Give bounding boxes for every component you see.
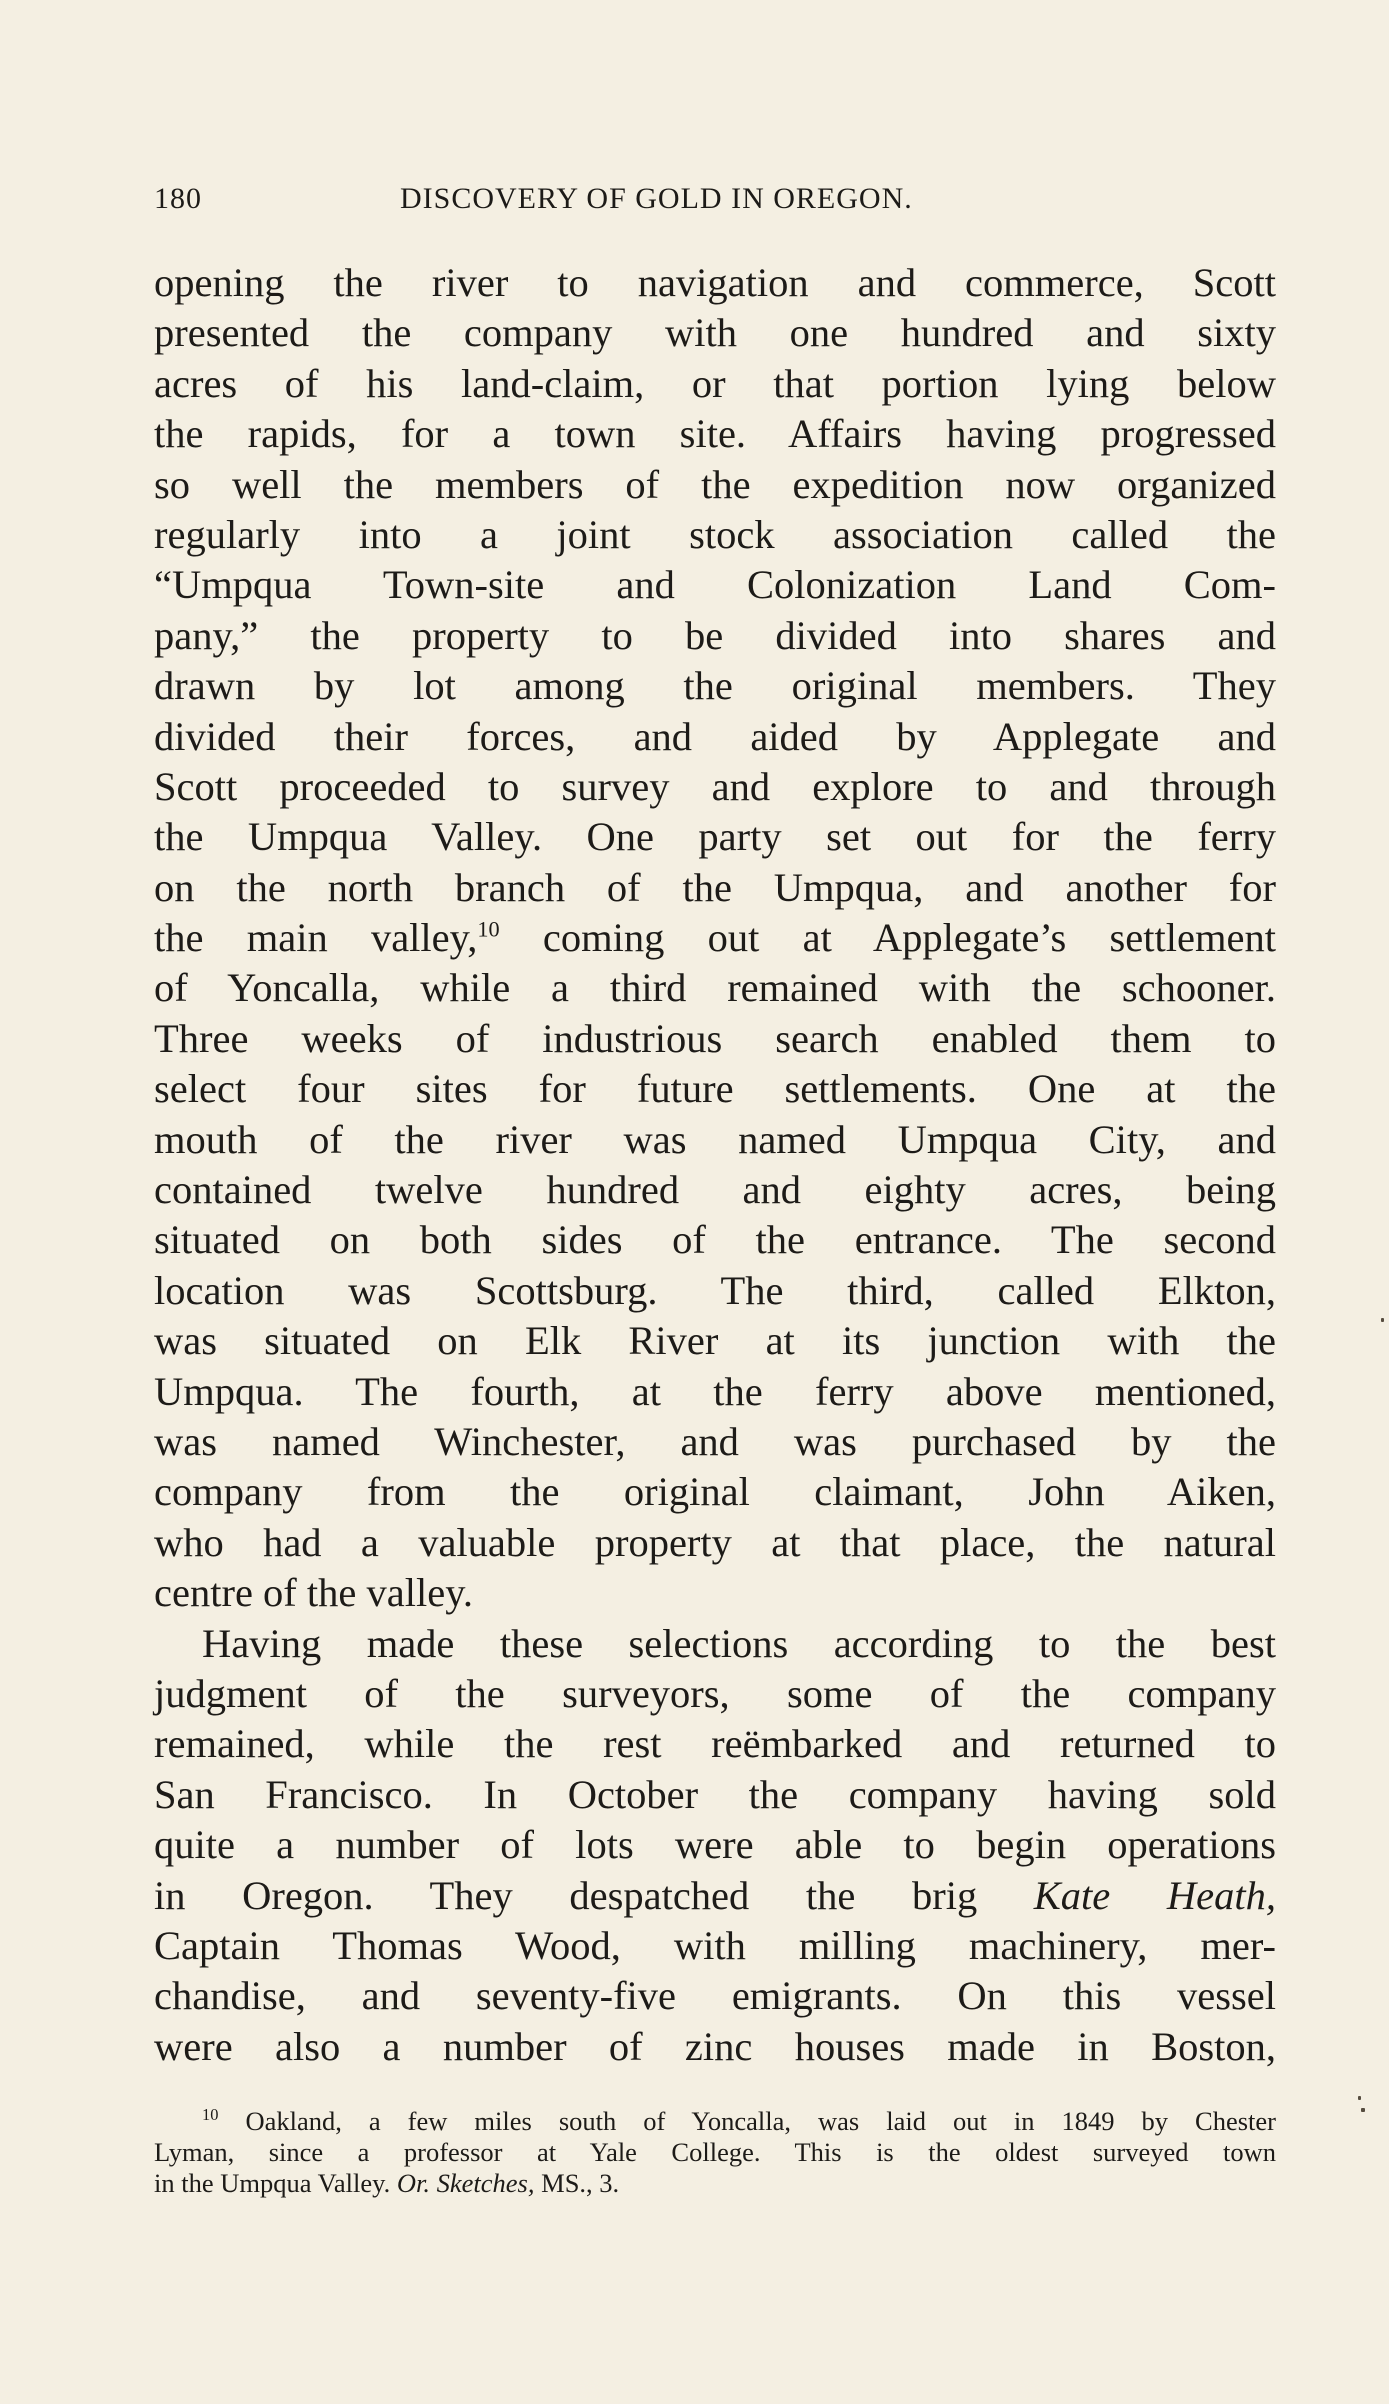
text-line: drawn by lot among the original members. They — [154, 663, 1276, 709]
text-line: Three weeks of industrious search enabled them to — [154, 1015, 1276, 1061]
text-line: presented the company with one hundred and sixty — [154, 310, 1276, 356]
ink-speck — [1381, 1318, 1384, 1322]
text-line: contained twelve hundred and eighty acres, being — [154, 1167, 1276, 1213]
text-line: regularly into a joint stock association called the — [154, 511, 1276, 557]
text-line: of Yoncalla, while a third remained with the schooner. — [154, 965, 1276, 1011]
ink-speck — [1358, 2096, 1361, 2100]
text-line: were also a number of zinc houses made in Boston, — [154, 2023, 1276, 2069]
text-line: the Umpqua Valley. One party set out for the ferry — [154, 814, 1276, 860]
text-line: remained, while the rest reëmbarked and returned to — [154, 1721, 1276, 1767]
ship-name: Kate Heath, — [1033, 1872, 1276, 1918]
text-line: opening the river to navigation and commerce, Scott — [154, 260, 1276, 305]
footnote-text: in the Umpqua Valley. — [154, 2168, 397, 2198]
footnote-reference: 10 — [477, 916, 500, 942]
text-line: Umpqua. The fourth, at the ferry above mentioned, — [154, 1368, 1276, 1414]
footnote-line: Lyman, since a professor at Yale College. This is the oldest surveyed town — [154, 2137, 1276, 2167]
footnote-line — [154, 2106, 1276, 2137]
text-line: chandise, and seventy-five emigrants. On this vessel — [154, 1973, 1276, 2019]
text-line: mouth of the river was named Umpqua City, and — [154, 1116, 1276, 1162]
text-line: San Francisco. In October the company having sold — [154, 1771, 1276, 1817]
body-text — [154, 258, 1276, 2072]
footnote-marker: 10 — [202, 2105, 219, 2125]
footnote-text: Oakland, a few miles south of Yoncalla, was laid out in 1849 by Chester — [218, 2106, 1276, 2136]
text-line: was situated on Elk River at its junction with the — [154, 1318, 1276, 1364]
page-header — [154, 182, 1274, 222]
text-line-with-note — [154, 913, 1276, 963]
text-line: location was Scottsburg. The third, called Elkton, — [154, 1267, 1276, 1313]
text-line: pany,” the property to be divided into shares and — [154, 612, 1276, 658]
footnote-line — [154, 2168, 1276, 2199]
page-number: 180 — [154, 182, 202, 215]
text-line: so well the members of the expedition now organized — [154, 461, 1276, 507]
text-line: “Umpqua Town-site and Colonization Land Com- — [154, 562, 1276, 608]
text-fragment: in Oregon. They despatched the brig — [154, 1872, 1034, 1918]
text-fragment: the main valley, — [154, 915, 478, 961]
text-line: company from the original claimant, John Aiken, — [154, 1469, 1276, 1515]
paragraph-end-line: centre of the valley. — [154, 1570, 473, 1616]
text-line: select four sites for future settlements. One at the — [154, 1066, 1276, 1112]
text-line: Captain Thomas Wood, with milling machinery, mer- — [154, 1922, 1276, 1968]
text-line: on the north branch of the Umpqua, and another for — [154, 864, 1276, 910]
text-line: Scott proceeded to survey and explore to and through — [154, 763, 1276, 809]
text-line: quite a number of lots were able to begin operations — [154, 1822, 1276, 1868]
text-line: divided their forces, and aided by Applegate and — [154, 713, 1276, 759]
source-title: Or. Sketches, — [396, 2168, 535, 2198]
text-line: was named Winchester, and was purchased by the — [154, 1418, 1276, 1464]
text-line: situated on both sides of the entrance. The second — [154, 1217, 1276, 1263]
text-line: judgment of the surveyors, some of the company — [154, 1670, 1276, 1716]
paragraph-start-line: Having made these selections according to the best — [202, 1620, 1276, 1666]
ink-speck — [1361, 2108, 1365, 2112]
running-head: DISCOVERY OF GOLD IN OREGON. — [400, 182, 913, 215]
footnote — [154, 2106, 1276, 2199]
text-line: who had a valuable property at that place, the natural — [154, 1519, 1276, 1565]
footnote-text: MS., 3. — [534, 2168, 620, 2198]
text-fragment: coming out at Applegate’s settlement — [499, 915, 1276, 961]
text-line: acres of his land-claim, or that portion lying below — [154, 360, 1276, 406]
text-line: the rapids, for a town site. Affairs having progressed — [154, 411, 1276, 457]
text-line-with-italic — [154, 1871, 1276, 1921]
